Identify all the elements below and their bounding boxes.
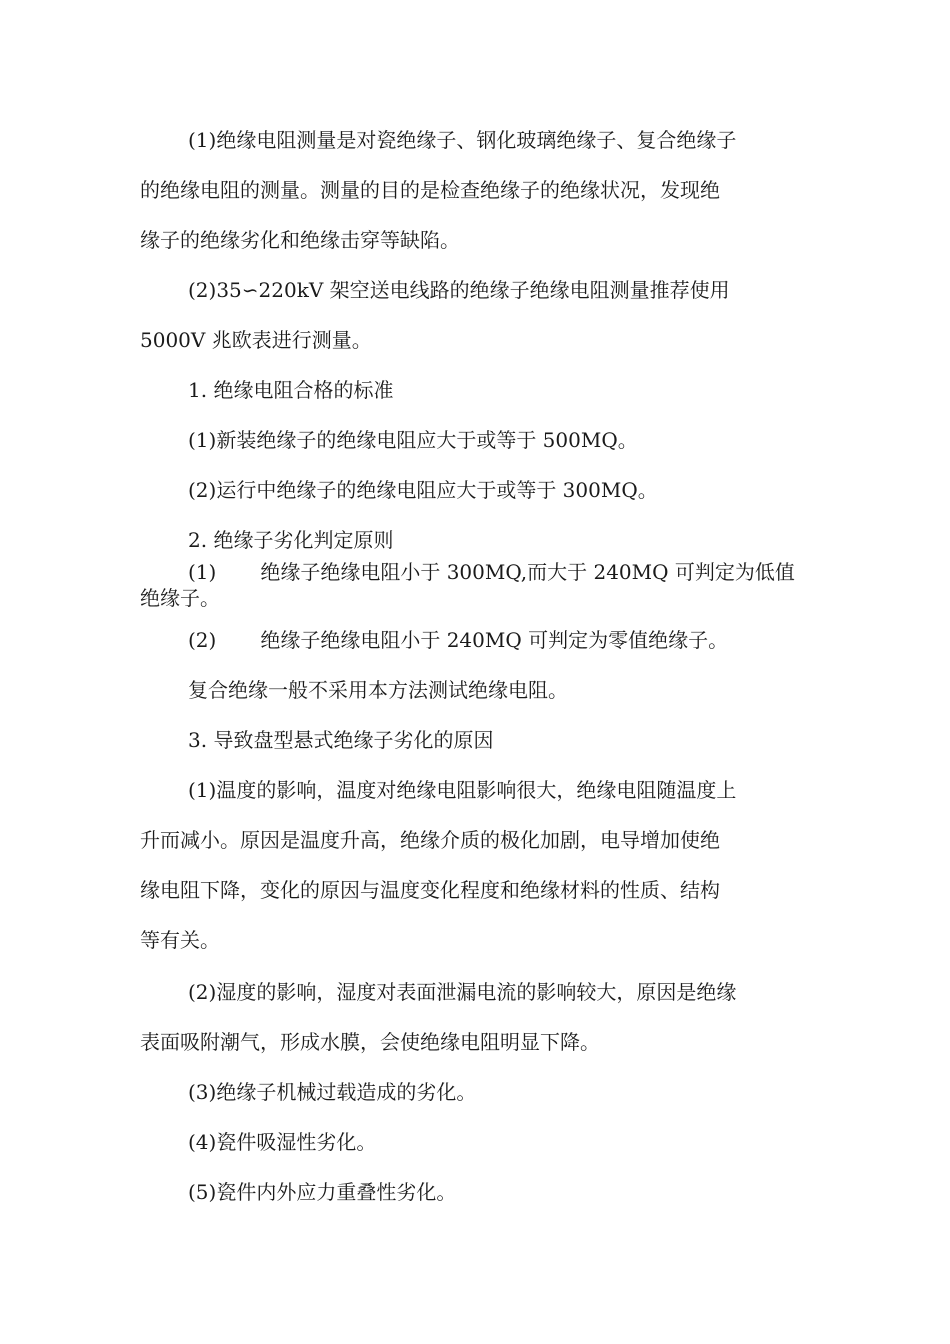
paragraph-line: (2)运行中绝缘子的绝缘电阻应大于或等于 300MQ。	[188, 478, 658, 502]
paragraph-line: 等有关。	[140, 928, 220, 952]
section-heading: 2. 绝缘子劣化判定原则	[188, 528, 394, 552]
paragraph-line: (5)瓷件内外应力重叠性劣化。	[188, 1180, 457, 1204]
paragraph-line: (2)湿度的影响，湿度对表面泄漏电流的影响较大，原因是绝缘	[188, 980, 737, 1004]
criterion-line	[188, 628, 728, 652]
paragraph-line: (2)35∽220kV 架空送电线路的绝缘子绝缘电阻测量推荐使用	[188, 278, 730, 302]
paragraph-line: (1)新装绝缘子的绝缘电阻应大于或等于 500MQ。	[188, 428, 638, 452]
paragraph-line: 绝缘子。	[140, 586, 220, 610]
criterion-line	[188, 560, 795, 584]
paragraph-line: 缘子的绝缘劣化和绝缘击穿等缺陷。	[140, 228, 460, 252]
criterion-number: (1)	[188, 560, 217, 584]
paragraph-line: 5000V 兆欧表进行测量。	[140, 328, 372, 352]
paragraph-line: 升而减小。原因是温度升高，绝缘介质的极化加剧，电导增加使绝	[140, 828, 720, 852]
paragraph-line: 复合绝缘一般不采用本方法测试绝缘电阻。	[188, 678, 568, 702]
paragraph-line: (1)温度的影响，温度对绝缘电阻影响很大，绝缘电阻随温度上	[188, 778, 737, 802]
criterion-text: 绝缘子绝缘电阻小于 240MQ 可判定为零值绝缘子。	[260, 628, 729, 652]
paragraph-line: (4)瓷件吸湿性劣化。	[188, 1130, 377, 1154]
paragraph-line: (3)绝缘子机械过载造成的劣化。	[188, 1080, 477, 1104]
criterion-number: (2)	[188, 628, 217, 652]
paragraph-line: 缘电阻下降，变化的原因与温度变化程度和绝缘材料的性质、结构	[140, 878, 720, 902]
criterion-text: 绝缘子绝缘电阻小于 300MQ,而大于 240MQ 可判定为低值	[260, 560, 795, 584]
paragraph-line: 表面吸附潮气，形成水膜，会使绝缘电阻明显下降。	[140, 1030, 600, 1054]
section-heading: 1. 绝缘电阻合格的标准	[188, 378, 394, 402]
paragraph-line: 的绝缘电阻的测量。测量的目的是检查绝缘子的绝缘状况，发现绝	[140, 178, 720, 202]
section-heading: 3. 导致盘型悬式绝缘子劣化的原因	[188, 728, 494, 752]
paragraph-line: (1)绝缘电阻测量是对瓷绝缘子、钢化玻璃绝缘子、复合绝缘子	[188, 128, 737, 152]
